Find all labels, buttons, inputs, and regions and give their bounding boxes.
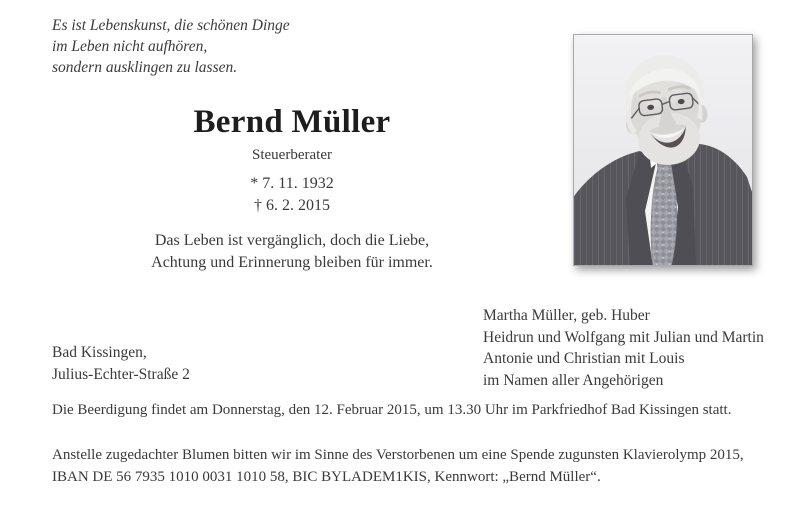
verse-line: Achtung und Erinnerung bleiben für immer. <box>151 253 433 271</box>
portrait-illustration <box>574 35 752 265</box>
donation-line: Anstelle zugedachter Blumen bitten wir im Sinne des Verstorbenen um eine Spende zugunsten Klavierolymp 2015, <box>52 447 744 463</box>
address-block <box>52 342 190 386</box>
memorial-verse <box>97 230 487 273</box>
quote-line: Es ist Lebenskunst, die schönen Dinge <box>52 17 290 34</box>
verse-line: Das Leben ist vergänglich, doch die Liebe, <box>154 232 430 249</box>
deceased-block <box>97 103 487 273</box>
birth-date: * 7. 11. 1932 <box>250 175 334 192</box>
donation-info <box>52 444 744 488</box>
death-date: † 6. 2. 2015 <box>254 197 330 214</box>
portrait-photo <box>573 34 753 266</box>
mourner-line: Antonie und Christian mit Louis <box>483 350 685 367</box>
quote-line: im Leben nicht aufhören, <box>52 38 208 55</box>
address-line: Bad Kissingen, <box>52 344 147 361</box>
deceased-name: Bernd Müller <box>193 104 391 140</box>
deceased-profession: Steuerberater <box>252 147 332 163</box>
mourners-list <box>483 305 764 391</box>
address-line: Julius-Echter-Straße 2 <box>52 366 190 383</box>
mourner-line: Martha Müller, geb. Huber <box>483 307 650 324</box>
quote-line: sondern ausklingen zu lassen. <box>52 59 238 76</box>
funeral-info: Die Beerdigung findet am Donnerstag, den 12. Februar 2015, um 13.30 Uhr im Parkfriedhof Bad Kissingen statt. <box>52 402 732 418</box>
opening-quote <box>52 15 290 78</box>
mourner-line: im Namen aller Angehörigen <box>483 371 664 389</box>
life-dates <box>97 173 487 217</box>
donation-line: IBAN DE 56 7935 1010 0031 1010 58, BIC BYLADEM1KIS, Kennwort: „Bernd Müller“. <box>52 469 601 485</box>
mourner-line: Heidrun und Wolfgang mit Julian und Martin <box>483 328 764 346</box>
